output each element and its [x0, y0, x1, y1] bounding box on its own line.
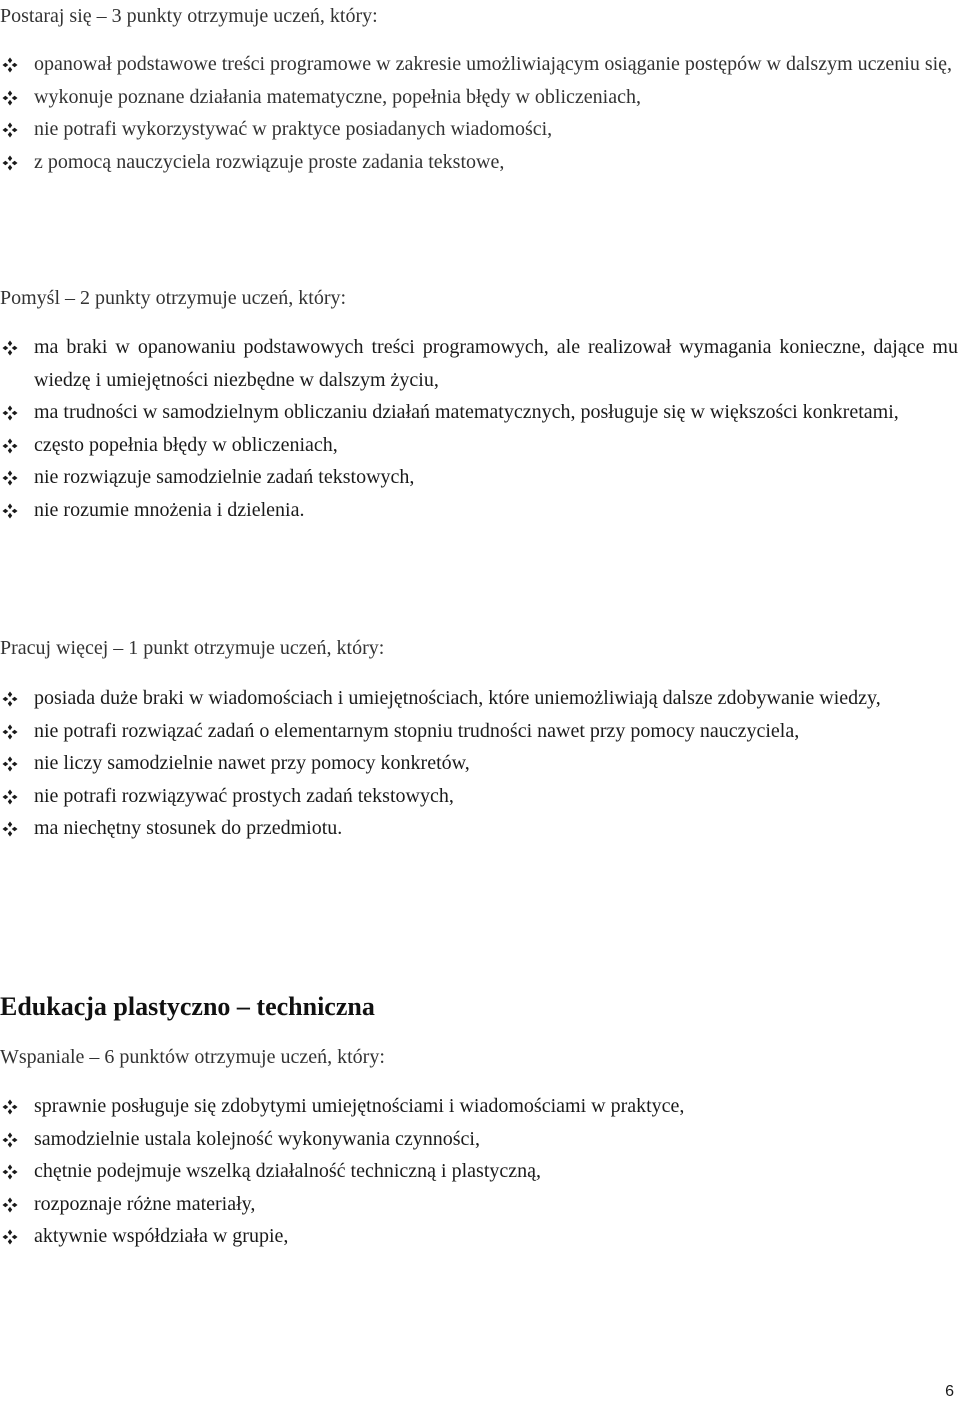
- list-item: [0, 1090, 958, 1123]
- criteria-list: [0, 682, 958, 845]
- diamond-bullet-icon: [2, 503, 18, 519]
- diamond-bullet-icon: [2, 90, 18, 106]
- list-item-text: nie liczy samodzielnie nawet przy pomocy konkretów,: [34, 752, 470, 774]
- list-item-text: ma niechętny stosunek do przedmiotu.: [34, 817, 343, 839]
- list-item: [0, 81, 958, 114]
- list-item: [0, 494, 958, 527]
- list-item-text: samodzielnie ustala kolejność wykonywania czynności,: [34, 1127, 480, 1150]
- list-item-text: opanował podstawowe treści programowe w zakresie umożliwiającym osiąganie postępów w dalszym uczeniu się,: [34, 53, 953, 75]
- list-item-text: sprawnie posługuje się zdobytymi umiejętnościami i wiadomościami w praktyce,: [34, 1095, 685, 1117]
- diamond-bullet-icon: [2, 57, 18, 73]
- page-number: 6: [945, 1383, 954, 1400]
- diamond-bullet-icon: [2, 756, 18, 772]
- list-item-text: posiada duże braki w wiadomościach i umiejętnościach, które uniemożliwiają dalsze zdobywanie wiedzy,: [34, 687, 881, 709]
- list-item-text: wykonuje poznane działania matematyczne, popełnia błędy w obliczeniach,: [34, 85, 641, 108]
- list-item-text: rozpoznaje różne materiały,: [34, 1192, 256, 1215]
- criteria-list: [0, 1090, 958, 1253]
- list-item: [0, 113, 958, 146]
- section-pomysl: [0, 282, 958, 526]
- list-item-text: aktywnie współdziała w grupie,: [34, 1225, 289, 1247]
- list-item-text: nie potrafi rozwiązać zadań o elementarnym stopniu trudności nawet przy pomocy nauczyciela,: [34, 719, 800, 742]
- list-item: [0, 812, 958, 845]
- list-item: [0, 715, 958, 748]
- diamond-bullet-icon: [2, 405, 18, 421]
- diamond-bullet-icon: [2, 1164, 18, 1180]
- section-heading: Postaraj się – 3 punkty otrzymuje uczeń, który:: [0, 5, 378, 27]
- diamond-bullet-icon: [2, 1197, 18, 1213]
- list-item-text: nie rozumie mnożenia i dzielenia.: [34, 498, 305, 521]
- list-item-text: nie potrafi wykorzystywać w praktyce posiadanych wiadomości,: [34, 118, 553, 140]
- section-heading: Pracuj więcej – 1 punkt otrzymuje uczeń, który:: [0, 637, 385, 659]
- list-item: [0, 1188, 958, 1221]
- list-item: [0, 1123, 958, 1156]
- list-item: [0, 331, 958, 396]
- section-heading: Wspaniale – 6 punktów otrzymuje uczeń, który:: [0, 1046, 385, 1068]
- diamond-bullet-icon: [2, 1099, 18, 1115]
- diamond-bullet-icon: [2, 122, 18, 138]
- list-item: [0, 48, 958, 81]
- section-postaraj-sie: [0, 0, 958, 178]
- section-edukacja-plastyczno-techniczna: [0, 990, 958, 1253]
- diamond-bullet-icon: [2, 340, 18, 356]
- list-item-text: z pomocą nauczyciela rozwiązuje proste zadania tekstowe,: [34, 150, 505, 173]
- list-item-text: ma trudności w samodzielnym obliczaniu działań matematycznych, posługuje się w większości konkretami,: [34, 401, 899, 423]
- criteria-list: [0, 48, 958, 178]
- list-item-text: nie potrafi rozwiązywać prostych zadań tekstowych,: [34, 784, 454, 807]
- diamond-bullet-icon: [2, 821, 18, 837]
- list-item-text: nie rozwiązuje samodzielnie zadań tekstowych,: [34, 466, 415, 488]
- diamond-bullet-icon: [2, 1132, 18, 1148]
- diamond-bullet-icon: [2, 1229, 18, 1245]
- list-item: [0, 780, 958, 813]
- diamond-bullet-icon: [2, 724, 18, 740]
- list-item: [0, 747, 958, 780]
- list-item: [0, 396, 958, 429]
- list-item-text: chętnie podejmuje wszelką działalność techniczną i plastyczną,: [34, 1160, 542, 1182]
- section-heading: Pomyśl – 2 punkty otrzymuje uczeń, który:: [0, 287, 347, 309]
- diamond-bullet-icon: [2, 789, 18, 805]
- list-item: [0, 1155, 958, 1188]
- list-item-text: często popełnia błędy w obliczeniach,: [34, 433, 338, 456]
- diamond-bullet-icon: [2, 470, 18, 486]
- diamond-bullet-icon: [2, 691, 18, 707]
- diamond-bullet-icon: [2, 155, 18, 171]
- subject-title: Edukacja plastyczno – techniczna: [0, 992, 375, 1021]
- list-item: [0, 1220, 958, 1253]
- list-item: [0, 682, 958, 715]
- diamond-bullet-icon: [2, 438, 18, 454]
- criteria-list: [0, 331, 958, 526]
- list-item: [0, 146, 958, 179]
- list-item-text: ma braki w opanowaniu podstawowych treści programowych, ale realizował wymagania konieczne, dające mu wiedzę i umiejętności niezbędne w dalszym życiu,: [34, 336, 958, 391]
- list-item: [0, 429, 958, 462]
- list-item: [0, 461, 958, 494]
- section-pracuj-wiecej: [0, 632, 958, 845]
